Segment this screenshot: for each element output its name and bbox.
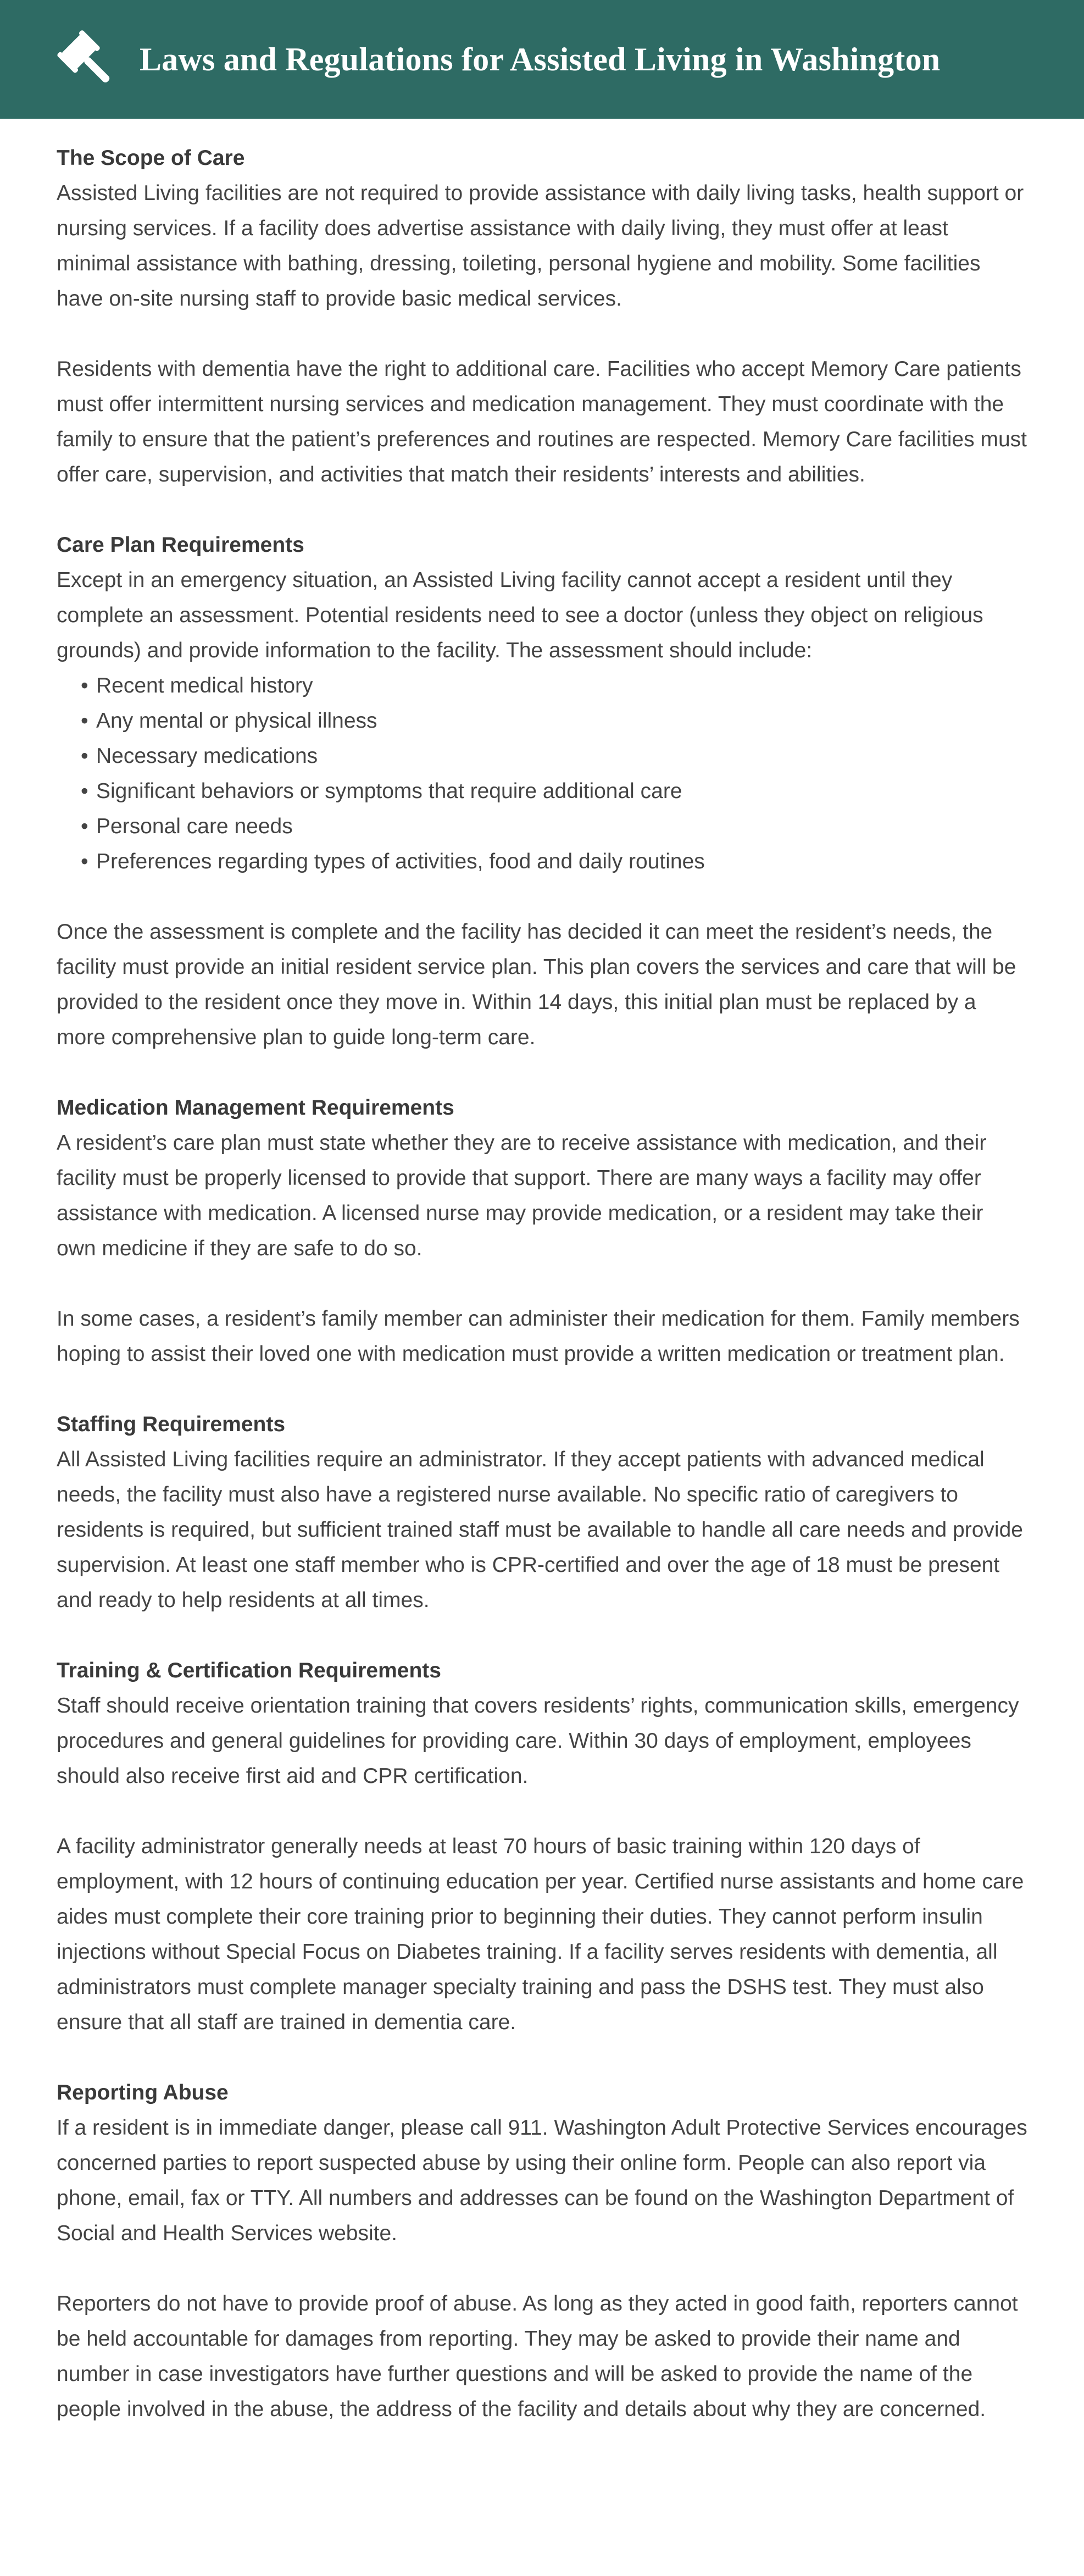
paragraph: Assisted Living facilities are not required to provide assistance with daily living tasks, health support or nursing services. If a facility does advertise assistance with daily living, they must offer at least minimal assistance with bathing, dressing, toileting, personal hygiene and mobility. Some facilities have on-site nursing staff to provide basic medical services.: [57, 181, 1024, 311]
assessment-list: [57, 668, 1027, 879]
section-care-plan: [57, 528, 1027, 1055]
section-medication-management: [57, 1090, 1027, 1372]
paragraph: Reporters do not have to provide proof of abuse. As long as they acted in good faith, reporters cannot be held accountable for damages from reporting. They may be asked to provide their name and number in case investigators have further questions and will be asked to provide the name of the people involved in the abuse, the address of the facility and details about why they are concerned.: [57, 2292, 1018, 2421]
list-item: • Personal care needs: [81, 809, 1027, 844]
article-content: [0, 119, 1084, 2427]
paragraph: A resident’s care plan must state whether they are to receive assistance with medication, and their facility must be properly licensed to provide that support. There are many ways a facility may offer assistance with medication. A licensed nurse may provide medication, or a resident may take their own medicine if they are safe to do so.: [57, 1131, 987, 1260]
gavel-icon: [54, 25, 122, 93]
section-scope-of-care: [57, 141, 1027, 492]
paragraph: Residents with dementia have the right to additional care. Facilities who accept Memory Care patients must offer intermittent nursing services and medication management. They must coordinate with the family to ensure that the patient’s preferences and routines are respected. Memory Care facilities must offer care, supervision, and activities that match their residents’ interests and abilities.: [57, 357, 1027, 486]
list-item: • Any mental or physical illness: [81, 703, 1027, 739]
section-reporting-abuse: [57, 2075, 1027, 2427]
section-heading: Care Plan Requirements: [57, 533, 304, 557]
list-item: • Significant behaviors or symptoms that require additional care: [81, 774, 1027, 809]
section-heading: Training & Certification Requirements: [57, 1659, 441, 1682]
paragraph: A facility administrator generally needs at least 70 hours of basic training within 120 days of employment, with 12 hours of continuing education per year. Certified nurse assistants and home care aides must complete their core training prior to beginning their duties. They cannot perform insulin injections without Special Focus on Diabetes training. If a facility serves residents with dementia, all administrators must complete manager specialty training and pass the DSHS test. They must also ensure that all staff are trained in dementia care.: [57, 1835, 1024, 2034]
paragraph: All Assisted Living facilities require an administrator. If they accept patients with advanced medical needs, the facility must also have a registered nurse available. No specific ratio of caregivers to residents is required, but sufficient trained staff must be available to handle all care needs and provide supervision. At least one staff member who is CPR-certified and over the age of 18 must be present and ready to help residents at all times.: [57, 1448, 1023, 1612]
section-training-certification: [57, 1653, 1027, 2040]
paragraph: Except in an emergency situation, an Assisted Living facility cannot accept a resident until they complete an assessment. Potential residents need to see a doctor (unless they object on religious grounds) and provide information to the facility. The assessment should include:: [57, 568, 983, 662]
paragraph: Staff should receive orientation training that covers residents’ rights, communication skills, emergency procedures and general guidelines for providing care. Within 30 days of employment, employees should also receive first aid and CPR certification.: [57, 1694, 1019, 1788]
section-heading: Medication Management Requirements: [57, 1096, 454, 1120]
section-heading: Staffing Requirements: [57, 1412, 286, 1436]
list-item: • Necessary medications: [81, 739, 1027, 774]
paragraph: Once the assessment is complete and the facility has decided it can meet the resident’s needs, the facility must provide an initial resident service plan. This plan covers the services and care that will be provided to the resident once they move in. Within 14 days, this initial plan must be replaced by a more comprehensive plan to guide long-term care.: [57, 920, 1016, 1049]
page-title: Laws and Regulations for Assisted Living in Washington: [140, 41, 941, 77]
section-staffing: [57, 1407, 1027, 1618]
page-header: [0, 0, 1084, 119]
section-heading: The Scope of Care: [57, 146, 245, 170]
section-heading: Reporting Abuse: [57, 2081, 229, 2104]
list-item: • Recent medical history: [81, 668, 1027, 703]
paragraph: If a resident is in immediate danger, please call 911. Washington Adult Protective Services encourages concerned parties to report suspected abuse by using their online form. People can also report via phone, email, fax or TTY. All numbers and addresses can be found on the Washington Department of Social and Health Services website.: [57, 2116, 1027, 2245]
list-item: • Preferences regarding types of activities, food and daily routines: [81, 844, 1027, 879]
paragraph: In some cases, a resident’s family member can administer their medication for them. Family members hoping to assist their loved one with medication must provide a written medication or treatment plan.: [57, 1307, 1020, 1366]
